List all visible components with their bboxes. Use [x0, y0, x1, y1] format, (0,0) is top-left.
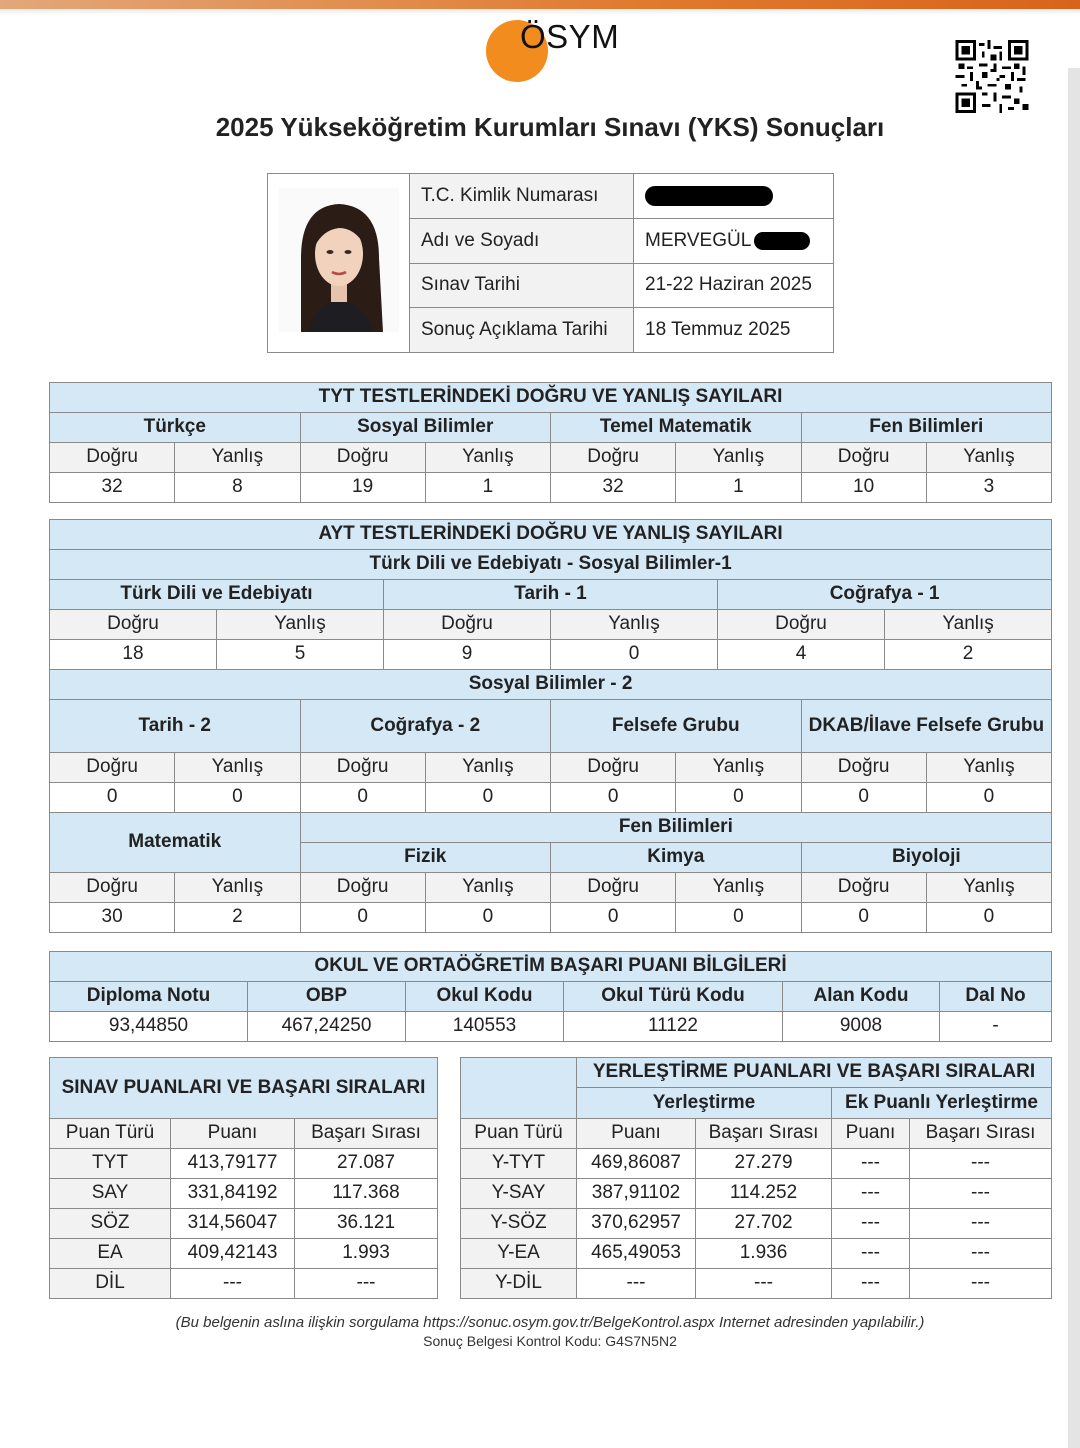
correct-header: Doğru [384, 610, 551, 640]
qr-code-icon [955, 40, 1029, 113]
correct-count: 0 [801, 783, 926, 813]
placement-type: Y-DİL [461, 1269, 577, 1299]
name-value [634, 219, 834, 264]
scores-title: SINAV PUANLARI VE BAŞARI SIRALARI [50, 1058, 438, 1119]
ayt-subject: Kimya [551, 843, 802, 873]
tyt-subject: Türkçe [50, 413, 301, 443]
school-header: OBP [248, 982, 406, 1012]
extra-rank: --- [910, 1209, 1052, 1239]
school-header: Okul Türü Kodu [564, 982, 783, 1012]
control-code: Sonuç Belgesi Kontrol Kodu: G4S7N5N2 [423, 1333, 677, 1349]
wrong-count: 1 [676, 473, 801, 503]
placement-type: Y-SAY [461, 1179, 577, 1209]
school-value: - [940, 1012, 1052, 1042]
correct-count: 19 [300, 473, 425, 503]
placement-corner [461, 1058, 577, 1119]
tyt-subject: Sosyal Bilimler [300, 413, 551, 443]
ayt-title: AYT TESTLERİNDEKİ DOĞRU VE YANLIŞ SAYILARI [50, 520, 1052, 550]
placement-rank: --- [696, 1269, 832, 1299]
tc-value-redacted [634, 174, 834, 219]
wrong-count: 0 [551, 640, 718, 670]
extra-value: --- [832, 1179, 910, 1209]
score-type: DİL [50, 1269, 171, 1299]
table-row [461, 1239, 1052, 1269]
correct-header: Doğru [801, 753, 926, 783]
ayt-subject: Türk Dili ve Edebiyatı [50, 580, 384, 610]
wrong-header: Yanlış [175, 873, 300, 903]
tc-label: T.C. Kimlik Numarası [410, 174, 634, 219]
extra-rank: --- [910, 1269, 1052, 1299]
wrong-count: 5 [217, 640, 384, 670]
correct-count: 4 [718, 640, 885, 670]
placement-value: --- [577, 1269, 696, 1299]
extra-value: --- [832, 1149, 910, 1179]
exam-scores-table [49, 1057, 438, 1299]
osym-logo [486, 18, 626, 84]
school-header: Alan Kodu [783, 982, 940, 1012]
correct-header: Doğru [300, 873, 425, 903]
score-rank: 27.087 [295, 1149, 438, 1179]
wrong-header: Yanlış [425, 753, 550, 783]
school-header: Diploma Notu [50, 982, 248, 1012]
ayt-subject: DKAB/İlave Felsefe Grubu [801, 700, 1052, 753]
extra-rank: --- [910, 1179, 1052, 1209]
ayt-subject: Coğrafya - 2 [300, 700, 551, 753]
placement-value: 469,86087 [577, 1149, 696, 1179]
verification-note: (Bu belgenin aslına ilişkin sorgulama https://sonuc.osym.gov.tr/BelgeKontrol.aspx Internet adresinden yapılabilir.) [175, 1314, 925, 1331]
ayt-table [49, 519, 1052, 933]
score-type: SÖZ [50, 1209, 171, 1239]
table-row [461, 1269, 1052, 1299]
school-header: Dal No [940, 982, 1052, 1012]
score-value: 409,42143 [171, 1239, 295, 1269]
correct-count: 0 [551, 903, 676, 933]
wrong-count: 0 [175, 783, 300, 813]
name-text: MERVEGÜL [645, 229, 752, 251]
extra-rank: --- [910, 1149, 1052, 1179]
candidate-photo-image [279, 188, 399, 332]
score-type: TYT [50, 1149, 171, 1179]
wrong-count: 2 [885, 640, 1052, 670]
top-accent-bar [0, 0, 1080, 9]
correct-count: 30 [50, 903, 175, 933]
wrong-count: 1 [425, 473, 550, 503]
extra-value: --- [832, 1269, 910, 1299]
score-header: Başarı Sırası [295, 1119, 438, 1149]
placement-header: Başarı Sırası [910, 1119, 1052, 1149]
school-value: 93,44850 [50, 1012, 248, 1042]
wrong-count: 0 [676, 783, 801, 813]
score-rank: 117.368 [295, 1179, 438, 1209]
ayt-subject: Felsefe Grubu [551, 700, 802, 753]
score-rank: --- [295, 1269, 438, 1299]
correct-header: Doğru [300, 753, 425, 783]
correct-header: Doğru [551, 443, 676, 473]
score-value: --- [171, 1269, 295, 1299]
name-label: Adı ve Soyadı [410, 219, 634, 264]
placement-rank: 1.936 [696, 1239, 832, 1269]
ayt-subject: Fizik [300, 843, 551, 873]
placement-value: 387,91102 [577, 1179, 696, 1209]
correct-header: Doğru [551, 753, 676, 783]
table-row [50, 1149, 438, 1179]
wrong-header: Yanlış [175, 753, 300, 783]
wrong-count: 3 [926, 473, 1051, 503]
placement-rank: 27.279 [696, 1149, 832, 1179]
placement-header: Puanı [832, 1119, 910, 1149]
score-type: EA [50, 1239, 171, 1269]
placement-value: 370,62957 [577, 1209, 696, 1239]
wrong-count: 8 [175, 473, 300, 503]
score-value: 314,56047 [171, 1209, 295, 1239]
exam-date-label: Sınav Tarihi [410, 264, 634, 308]
placement-scores-table [460, 1057, 1052, 1299]
correct-count: 0 [551, 783, 676, 813]
school-title: OKUL VE ORTAÖĞRETİM BAŞARI PUANI BİLGİLERİ [50, 952, 1052, 982]
tyt-table [49, 382, 1052, 503]
correct-count: 18 [50, 640, 217, 670]
placement-value: 465,49053 [577, 1239, 696, 1269]
wrong-count: 0 [425, 903, 550, 933]
correct-count: 32 [50, 473, 175, 503]
school-value: 9008 [783, 1012, 940, 1042]
correct-count: 10 [801, 473, 926, 503]
score-value: 413,79177 [171, 1149, 295, 1179]
ayt-group1-title: Türk Dili ve Edebiyatı - Sosyal Bilimler-1 [50, 550, 1052, 580]
result-date-label: Sonuç Açıklama Tarihi [410, 308, 634, 353]
placement-rank: 114.252 [696, 1179, 832, 1209]
redaction-mark [645, 186, 773, 206]
placement-title: YERLEŞTİRME PUANLARI VE BAŞARI SIRALARI [577, 1058, 1052, 1088]
ayt-subject: Tarih - 2 [50, 700, 301, 753]
table-row [461, 1179, 1052, 1209]
score-header: Puan Türü [50, 1119, 171, 1149]
placement-rank: 27.702 [696, 1209, 832, 1239]
extra-value: --- [832, 1209, 910, 1239]
ayt-subject: Tarih - 1 [384, 580, 718, 610]
ayt-science-title: Fen Bilimleri [300, 813, 1052, 843]
score-header: Puanı [171, 1119, 295, 1149]
redaction-mark [754, 232, 810, 250]
wrong-header: Yanlış [676, 753, 801, 783]
placement-sub: Ek Puanlı Yerleştirme [832, 1088, 1052, 1119]
table-row [50, 1269, 438, 1299]
wrong-header: Yanlış [926, 873, 1051, 903]
school-header: Okul Kodu [406, 982, 564, 1012]
table-row [461, 1209, 1052, 1239]
wrong-count: 0 [926, 783, 1051, 813]
top-shadow [0, 9, 1080, 15]
tyt-subject: Fen Bilimleri [801, 413, 1052, 443]
ayt-subject: Coğrafya - 1 [718, 580, 1052, 610]
candidate-photo [268, 174, 410, 353]
extra-value: --- [832, 1239, 910, 1269]
correct-count: 9 [384, 640, 551, 670]
candidate-info-table [267, 173, 834, 353]
correct-header: Doğru [50, 873, 175, 903]
wrong-header: Yanlış [676, 443, 801, 473]
wrong-count: 0 [676, 903, 801, 933]
table-row [50, 1239, 438, 1269]
correct-header: Doğru [300, 443, 425, 473]
placement-sub: Yerleştirme [577, 1088, 832, 1119]
correct-header: Doğru [50, 753, 175, 783]
correct-count: 0 [50, 783, 175, 813]
placement-header: Başarı Sırası [696, 1119, 832, 1149]
wrong-count: 2 [175, 903, 300, 933]
wrong-count: 0 [425, 783, 550, 813]
correct-count: 0 [300, 903, 425, 933]
table-row [50, 1179, 438, 1209]
placement-header: Puanı [577, 1119, 696, 1149]
placement-header: Puan Türü [461, 1119, 577, 1149]
score-rank: 1.993 [295, 1239, 438, 1269]
correct-header: Doğru [551, 873, 676, 903]
correct-header: Doğru [801, 873, 926, 903]
correct-header: Doğru [801, 443, 926, 473]
wrong-header: Yanlış [885, 610, 1052, 640]
wrong-header: Yanlış [926, 753, 1051, 783]
tyt-subject: Temel Matematik [551, 413, 802, 443]
tyt-title: TYT TESTLERİNDEKİ DOĞRU VE YANLIŞ SAYILARI [50, 383, 1052, 413]
school-value: 467,24250 [248, 1012, 406, 1042]
correct-header: Doğru [50, 443, 175, 473]
exam-date-value: 21-22 Haziran 2025 [634, 264, 834, 308]
wrong-header: Yanlış [551, 610, 718, 640]
wrong-header: Yanlış [926, 443, 1051, 473]
correct-count: 0 [300, 783, 425, 813]
placement-type: Y-SÖZ [461, 1209, 577, 1239]
page-title: 2025 Yükseköğretim Kurumları Sınavı (YKS) Sonuçları [215, 112, 885, 142]
wrong-header: Yanlış [425, 443, 550, 473]
table-row [461, 1149, 1052, 1179]
ayt-subject: Biyoloji [801, 843, 1052, 873]
score-type: SAY [50, 1179, 171, 1209]
correct-header: Doğru [718, 610, 885, 640]
wrong-count: 0 [926, 903, 1051, 933]
score-rank: 36.121 [295, 1209, 438, 1239]
placement-type: Y-EA [461, 1239, 577, 1269]
ayt-subject: Matematik [50, 813, 301, 873]
wrong-header: Yanlış [425, 873, 550, 903]
school-info-table [49, 951, 1052, 1042]
logo-text: ÖSYM [520, 18, 620, 55]
scrollbar[interactable] [1068, 68, 1080, 1448]
score-value: 331,84192 [171, 1179, 295, 1209]
correct-header: Doğru [50, 610, 217, 640]
correct-count: 0 [801, 903, 926, 933]
correct-count: 32 [551, 473, 676, 503]
wrong-header: Yanlış [175, 443, 300, 473]
ayt-group2-title: Sosyal Bilimler - 2 [50, 670, 1052, 700]
wrong-header: Yanlış [676, 873, 801, 903]
school-value: 140553 [406, 1012, 564, 1042]
result-date-value: 18 Temmuz 2025 [634, 308, 834, 353]
wrong-header: Yanlış [217, 610, 384, 640]
extra-rank: --- [910, 1239, 1052, 1269]
table-row [50, 1209, 438, 1239]
school-value: 11122 [564, 1012, 783, 1042]
placement-type: Y-TYT [461, 1149, 577, 1179]
